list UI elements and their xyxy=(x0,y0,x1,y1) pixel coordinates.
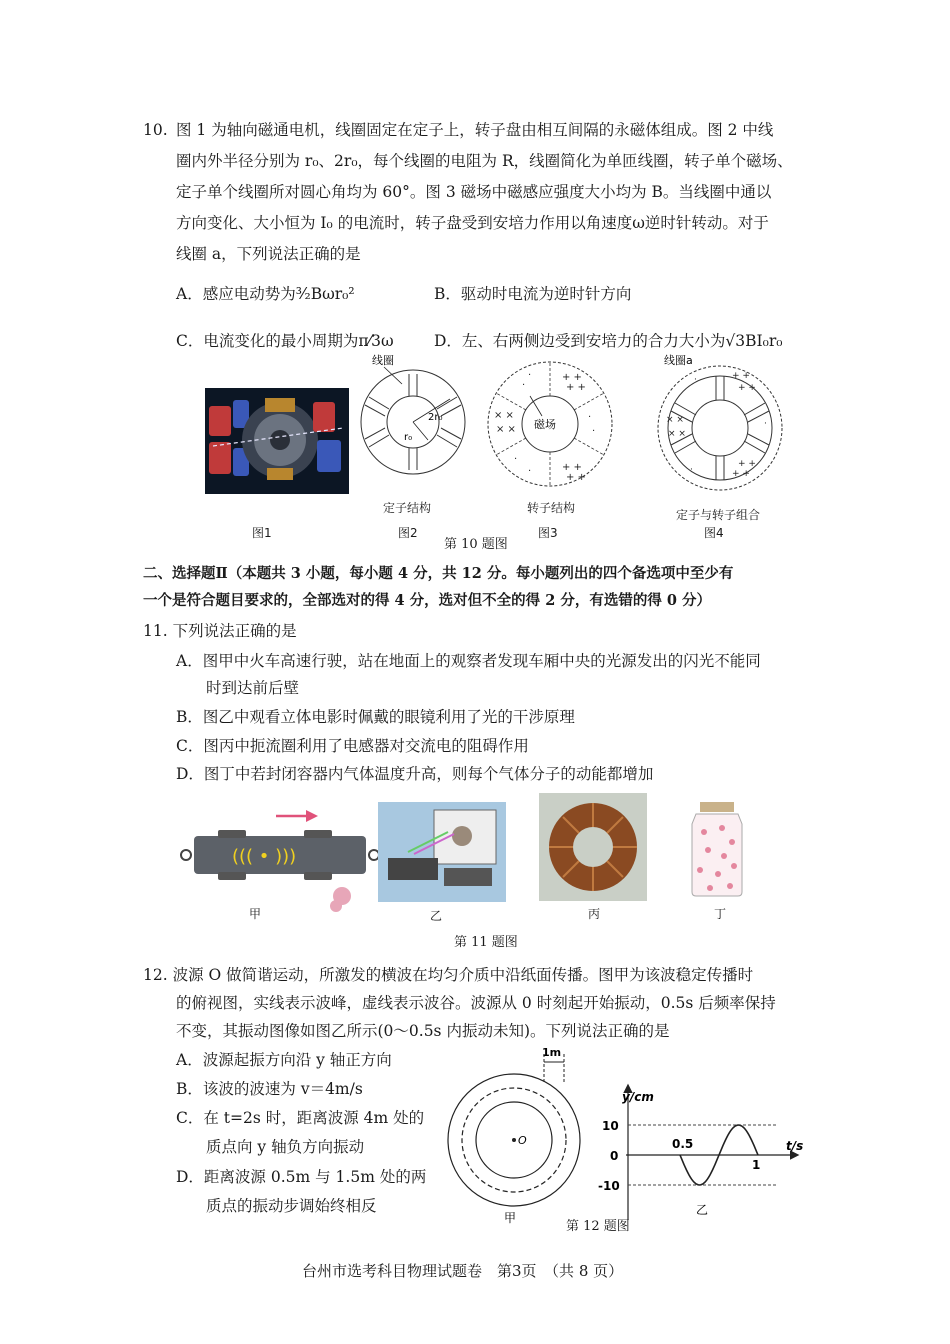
svg-text:·: · xyxy=(514,454,518,465)
q11-option-a-2: 时到达前后壁 xyxy=(206,679,300,697)
section2-line-2: 一个是符合题目要求的，全部选对的得 4 分，选对但不全的得 2 分，有选错的得 0 分） xyxy=(143,592,712,609)
svg-text:+ +: + + xyxy=(562,462,582,473)
tick-y-0: 0 xyxy=(610,1149,619,1163)
tick-x-1: 1 xyxy=(752,1158,761,1172)
q10-line-5: 线圈 a，下列说法正确的是 xyxy=(176,245,361,263)
q10-option-b[interactable]: B．驱动时电流为逆时针方向 xyxy=(434,285,632,303)
label-yi-11: 乙 xyxy=(430,909,443,923)
svg-text:× ×: × × xyxy=(668,429,686,439)
svg-text:·: · xyxy=(764,419,767,429)
label-fig1: 图1 xyxy=(252,526,272,540)
svg-text:((( • ))): ((( • ))) xyxy=(232,846,297,867)
svg-text:r₀: r₀ xyxy=(404,432,413,443)
q12-caption: 第 12 题图 xyxy=(566,1219,630,1234)
wave-topview-figure xyxy=(442,1044,592,1234)
svg-text:·: · xyxy=(694,375,697,385)
label-field: 磁场 xyxy=(534,418,556,431)
q12-option-d-1[interactable]: D．距离波源 0.5m 与 1.5m 处的两 xyxy=(176,1168,427,1186)
label-jia-11: 甲 xyxy=(249,907,262,921)
label-bing-11: 丙 xyxy=(588,907,601,921)
x-axis-label: t/s xyxy=(786,1139,804,1153)
q10-option-c[interactable]: C．电流变化的最小周期为π⁄3ω xyxy=(176,332,394,350)
q10-number: 10. xyxy=(143,121,168,139)
svg-text:·: · xyxy=(588,412,592,423)
train-figure xyxy=(178,796,378,916)
q12-line-3: 不变，其振动图像如图乙所示(0～0.5s 内振动未知)。下列说法正确的是 xyxy=(176,1022,670,1040)
label-yi-12: 乙 xyxy=(696,1203,709,1217)
motor-photo xyxy=(205,388,349,494)
label-fig3: 图3 xyxy=(538,526,558,540)
vibration-chart xyxy=(592,1080,807,1236)
svg-text:O: O xyxy=(518,1134,527,1147)
q12-option-d-2: 质点的振动步调始终相反 xyxy=(206,1197,377,1215)
label-stator: 定子结构 xyxy=(383,501,432,515)
svg-text:+ +: + + xyxy=(732,469,750,479)
svg-text:× ×: × × xyxy=(666,415,684,425)
svg-text:1m: 1m xyxy=(542,1046,562,1059)
q11-option-d[interactable]: D．图丁中若封闭容器内气体温度升高，则每个气体分子的动能都增加 xyxy=(176,765,654,783)
gas-jar-figure xyxy=(682,800,752,898)
svg-text:·: · xyxy=(522,380,526,391)
tick-y-10: 10 xyxy=(602,1119,619,1133)
label-combo: 定子与转子组合 xyxy=(676,508,761,522)
q11-option-c[interactable]: C．图丙中扼流圈利用了电感器对交流电的阻碍作用 xyxy=(176,737,529,755)
label-rotor: 转子结构 xyxy=(527,501,576,515)
svg-text:·: · xyxy=(690,465,693,475)
q10-line-3: 定子单个线圈所对圆心角均为 60°。图 3 磁场中磁感应强度大小均为 B。当线圈中通以 xyxy=(176,183,772,201)
svg-text:+ +: + + xyxy=(738,383,756,393)
q10-line-1: 图 1 为轴向磁通电机，线圈固定在定子上，转子盘由相互间隔的永磁体组成。图 2 中线 xyxy=(176,121,774,139)
q11-caption: 第 11 题图 xyxy=(454,935,518,950)
q11-stem: 11. 下列说法正确的是 xyxy=(143,622,297,640)
q10-figures xyxy=(200,354,800,554)
q12-option-c-2: 质点向 y 轴负方向振动 xyxy=(206,1138,365,1156)
svg-text:·: · xyxy=(592,426,596,437)
svg-text:·: · xyxy=(528,370,532,381)
tick-y-neg10: -10 xyxy=(598,1179,620,1193)
q12-line-2: 的俯视图，实线表示波峰，虚线表示波谷。波源从 0 时刻起开始振动，0.5s 后频率保持 xyxy=(176,994,776,1012)
q12-option-b[interactable]: B．该波的波速为 v＝4m/s xyxy=(176,1080,363,1098)
label-fig2: 图2 xyxy=(398,526,418,540)
tick-x-05: 0.5 xyxy=(672,1137,694,1151)
svg-text:2r₀: 2r₀ xyxy=(428,412,443,423)
q10-option-a[interactable]: A．感应电动势为³⁄₂Bωr₀² xyxy=(176,285,355,303)
svg-text:+ +: + + xyxy=(566,472,586,483)
q11-option-b[interactable]: B．图乙中观看立体电影时佩戴的眼镜利用了光的干涉原理 xyxy=(176,708,575,726)
label-fig4: 图4 xyxy=(704,526,724,540)
q11-option-a-1[interactable]: A．图甲中火车高速行驶，站在地面上的观察者发现车厢中央的光源发出的闪光不能同 xyxy=(176,652,761,670)
label-coil-a: 线圈a xyxy=(664,354,693,367)
label-coil: 线圈 xyxy=(372,354,394,367)
rotor-diagram xyxy=(484,358,620,498)
q10-caption: 第 10 题图 xyxy=(444,537,508,552)
q10-option-d[interactable]: D．左、右两侧边受到安培力的合力大小为√3BI₀r₀ xyxy=(434,332,783,350)
svg-text:× ×: × × xyxy=(494,410,514,421)
svg-text:+ +: + + xyxy=(732,371,750,381)
svg-text:+ +: + + xyxy=(562,372,582,383)
cinema-figure xyxy=(378,802,506,902)
combo-diagram xyxy=(646,354,796,502)
q12-option-a[interactable]: A．波源起振方向沿 y 轴正方向 xyxy=(176,1051,392,1069)
svg-text:× ×: × × xyxy=(496,424,516,435)
section2-line-1: 二、选择题Ⅱ（本题共 3 小题，每小题 4 分，共 12 分。每小题列出的四个备选项中至少有 xyxy=(143,565,734,582)
page-footer: 台州市选考科目物理试题卷 第3页 （共 8 页） xyxy=(302,1262,624,1280)
svg-text:·: · xyxy=(528,466,532,477)
stator-diagram xyxy=(358,354,478,499)
label-ding-11: 丁 xyxy=(714,907,727,921)
svg-text:甲: 甲 xyxy=(504,1211,517,1225)
y-axis-label: y/cm xyxy=(622,1090,654,1104)
q10-line-2: 圈内外半径分别为 r₀、2r₀，每个线圈的电阻为 R，线圈简化为单匝线圈，转子单个磁场、 xyxy=(176,152,793,170)
choke-coil-figure xyxy=(539,793,647,901)
q10-line-4: 方向变化、大小恒为 I₀ 的电流时，转子盘受到安培力作用以角速度ω逆时针转动。对于 xyxy=(176,214,769,232)
q12-line-1: 12. 波源 O 做简谐运动，所激发的横波在均匀介质中沿纸面传播。图甲为该波稳定传播时 xyxy=(143,966,754,984)
svg-text:+ +: + + xyxy=(566,382,586,393)
svg-text:+ +: + + xyxy=(738,459,756,469)
q12-option-c-1[interactable]: C．在 t=2s 时，距离波源 4m 处的 xyxy=(176,1109,425,1127)
